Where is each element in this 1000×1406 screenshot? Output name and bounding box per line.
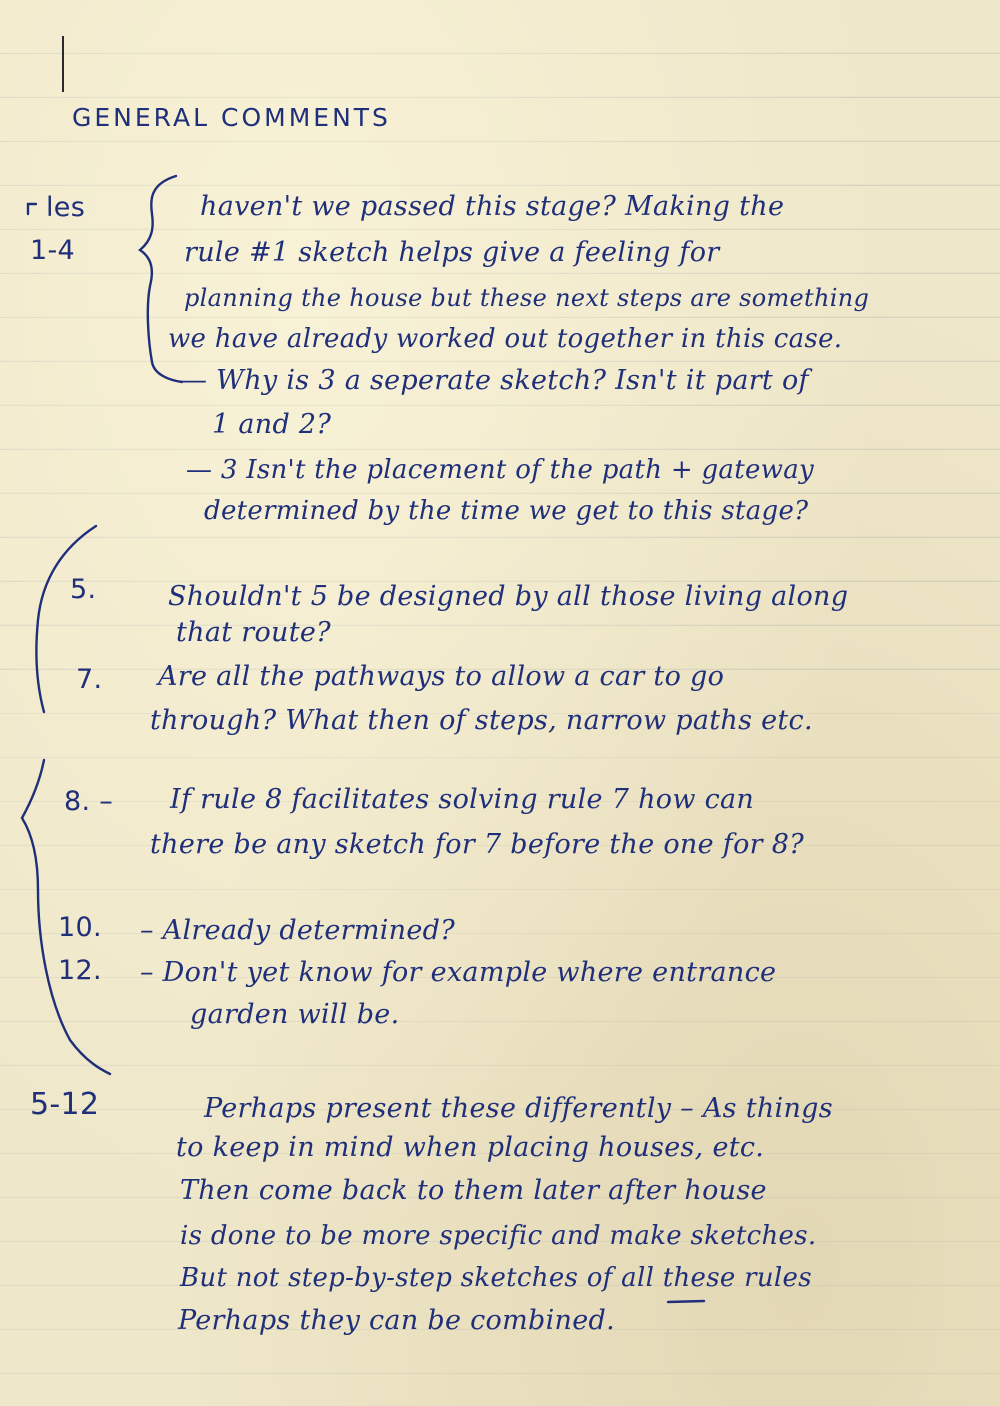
- comment-line: Are all the pathways to allow a car to go: [158, 661, 725, 692]
- comment-line: rule #1 sketch helps give a feeling for: [184, 237, 720, 268]
- item-number-8: 8. –: [64, 786, 114, 817]
- comment-line: — 3 Isn't the placement of the path + gateway: [186, 455, 815, 485]
- item-number-7: 7.: [76, 664, 103, 695]
- item-number-5: 5.: [70, 574, 97, 605]
- comment-line: to keep in mind when placing houses, etc.: [176, 1132, 765, 1163]
- item-number-10: 10.: [58, 912, 102, 943]
- corner-mark: [28, 204, 36, 214]
- comment-line: — Why is 3 a seperate sketch? Isn't it part of: [180, 365, 809, 396]
- comment-line: determined by the time we get to this stage?: [204, 496, 809, 526]
- comment-line: haven't we passed this stage? Making the: [200, 191, 785, 222]
- comment-line: is done to be more specific and make sketches.: [180, 1221, 817, 1251]
- section-label-5-12: 5-12: [30, 1087, 100, 1122]
- comment-line: there be any sketch for 7 before the one for 8?: [150, 829, 804, 860]
- section-label-les: les: [46, 192, 86, 223]
- underline-all: [668, 1301, 704, 1302]
- comment-line: planning the house but these next steps are something: [184, 284, 870, 312]
- comment-line: 1 and 2?: [212, 409, 332, 440]
- comment-line: But not step-by-step sketches of all these rules: [180, 1263, 812, 1293]
- comment-line: Perhaps present these differently – As things: [204, 1093, 833, 1124]
- margin-tick-mark: [62, 36, 64, 92]
- comment-line: we have already worked out together in this case.: [168, 324, 843, 354]
- comment-line: Then come back to them later after house: [180, 1175, 767, 1206]
- item-number-12: 12.: [58, 955, 102, 986]
- page-title: GENERAL COMMENTS: [72, 103, 391, 132]
- comment-line: Shouldn't 5 be designed by all those living along: [168, 581, 849, 612]
- comment-line: Perhaps they can be combined.: [178, 1305, 615, 1336]
- comment-line: that route?: [176, 617, 331, 648]
- comment-line: – Already determined?: [140, 915, 455, 946]
- comment-line: through? What then of steps, narrow paths etc.: [150, 705, 813, 736]
- comment-line: – Don't yet know for example where entrance: [140, 957, 777, 988]
- comment-line: garden will be.: [190, 999, 400, 1030]
- section-label-1-4: 1-4: [30, 235, 75, 266]
- comment-line: If rule 8 facilitates solving rule 7 how can: [170, 784, 755, 815]
